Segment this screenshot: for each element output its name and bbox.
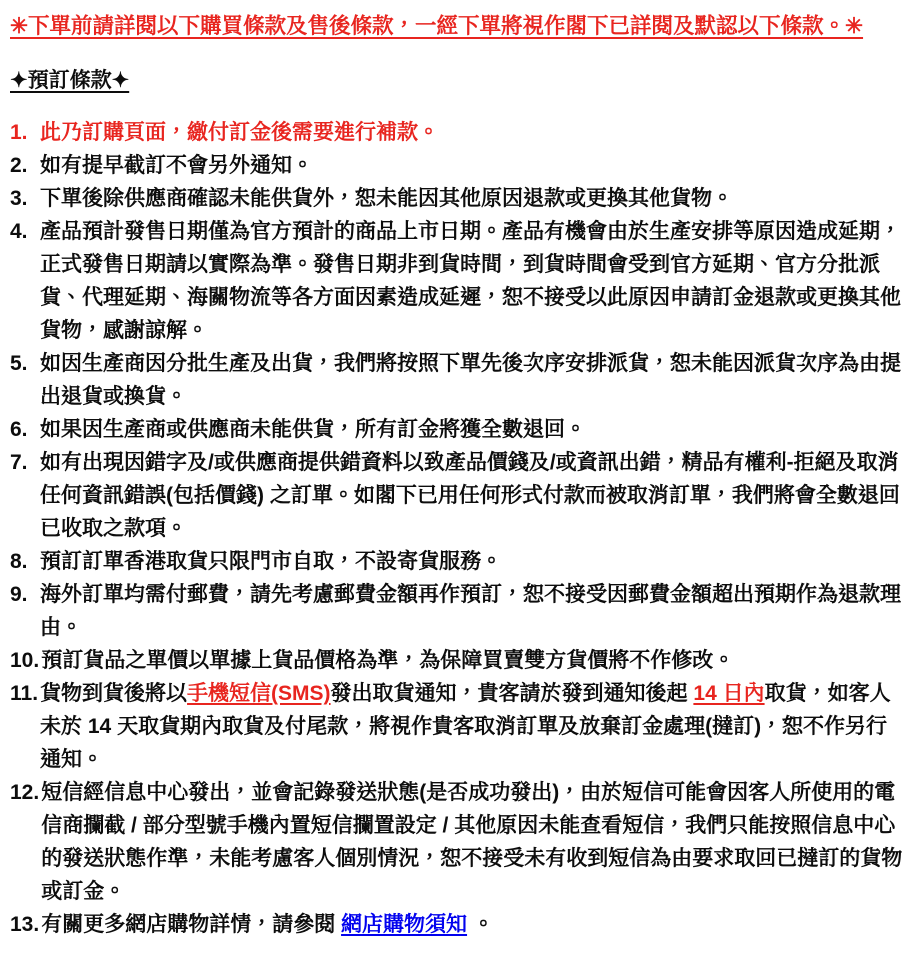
term-text (41, 908, 907, 941)
term-item (10, 545, 907, 578)
preorder-warning-header: ✳下單前請詳閱以下購買條款及售後條款，一經下單將視作閣下已詳閱及默認以下條款。✳ (10, 14, 864, 38)
red-emphasis-text: 14 日內 (693, 682, 765, 706)
term-text (40, 578, 907, 644)
section-title-preorder-terms: ✦預訂條款✦ (10, 69, 130, 93)
term-text-segment: 預訂貨品之單價以單據上貨品價格為準，為保障買賣雙方貨價將不作修改。 (41, 649, 735, 673)
term-number: 2. (10, 154, 28, 178)
term-text (40, 677, 907, 776)
term-number: 1. (10, 121, 28, 145)
term-text (40, 413, 907, 446)
term-item (10, 116, 907, 149)
term-text-segment: 有關更多網店購物詳情，請參閱 (41, 913, 342, 937)
term-item (10, 149, 907, 182)
term-text-segment: 產品預計發售日期僅為官方預計的商品上市日期。產品有機會由於生產安排等原因造成延期，正式發售日期請以實際為準。發售日期非到貨時間，到貨時間會受到官方延期、官方分批派貨、代理延期、海關物流等各方面因素造成延遲，恕不接受以此原因申請訂金退款或更換其他貨物，感謝諒解。 (40, 220, 901, 343)
term-text-segment: 貨物到貨後將以 (40, 682, 188, 706)
term-number: 11. (10, 682, 39, 706)
term-item (10, 776, 907, 908)
term-text (40, 446, 907, 545)
term-number: 10. (10, 649, 40, 673)
term-text-segment: 如有出現因錯字及/或供應商提供錯資料以致產品價錢及/或資訊出錯，精品有權利-拒絕及取消任何資訊錯誤(包括價錢) 之訂單。如閣下已用任何形式付款而被取消訂單，我們將會全數退回已收取之款項。 (40, 451, 900, 541)
term-number: 9. (10, 583, 28, 607)
term-item (10, 413, 907, 446)
terms-list (10, 116, 907, 941)
term-item (10, 677, 907, 776)
term-text-segment: 如因生產商因分批生產及出貨，我們將按照下單先後次序安排派貨，恕未能因派貨次序為由提出退貨或換貨。 (40, 352, 901, 409)
term-text-segment: 發出取貨通知，貴客請於發到通知後起 (330, 682, 694, 706)
term-number: 3. (10, 187, 28, 211)
term-item (10, 446, 907, 545)
term-text (40, 545, 907, 578)
term-text-segment: 取貨，如客人未於 14 天取貨期內取貨及付尾款，將視作貴客取消訂單及放棄訂金處理(撻訂)，恕不作另行通知。 (40, 682, 891, 772)
term-text (40, 215, 907, 347)
term-text (41, 644, 907, 677)
term-item (10, 578, 907, 644)
term-item (10, 215, 907, 347)
term-number: 12. (10, 781, 40, 805)
term-number: 8. (10, 550, 28, 574)
term-item (10, 644, 907, 677)
term-text-segment: 短信經信息中心發出，並會記錄發送狀態(是否成功發出)，由於短信可能會因客人所使用的電信商攔截 / 部分型號手機內置短信攔置設定 / 其他原因未能查看短信，我們只能按照信息中心的發送狀態作準，未能考慮客人個別情況，恕不接受未有收到短信為由要求取回已撻訂的貨物或訂金。 (41, 781, 903, 904)
term-text-segment: 如有提早截訂不會另外通知。 (40, 154, 313, 178)
term-text (40, 116, 907, 149)
term-text (40, 149, 907, 182)
term-item (10, 182, 907, 215)
term-number: 6. (10, 418, 28, 442)
term-text-segment: 下單後除供應商確認未能供貨外，恕未能因其他原因退款或更換其他貨物。 (40, 187, 733, 211)
term-number: 4. (10, 220, 28, 244)
term-text (40, 347, 907, 413)
term-text-segment: 如果因生產商或供應商未能供貨，所有訂金將獲全數退回。 (40, 418, 586, 442)
term-item (10, 908, 907, 941)
term-text-segment: 此乃訂購頁面，繳付訂金後需要進行補款。 (40, 121, 439, 145)
term-text-segment: 海外訂單均需付郵費，請先考慮郵費金額再作預訂，恕不接受因郵費金額超出預期作為退款理由。 (40, 583, 901, 640)
term-number: 5. (10, 352, 28, 376)
term-text-segment: 預訂訂單香港取貨只限門市自取，不設寄貨服務。 (40, 550, 502, 574)
term-text-segment: 。 (467, 913, 494, 937)
term-text (40, 182, 907, 215)
shop-notice-link[interactable]: 網店購物須知 (341, 913, 468, 937)
term-number: 7. (10, 451, 28, 475)
term-number: 13. (10, 913, 40, 937)
term-text (41, 776, 907, 908)
term-item (10, 347, 907, 413)
red-emphasis-text: 手機短信(SMS) (187, 682, 331, 706)
